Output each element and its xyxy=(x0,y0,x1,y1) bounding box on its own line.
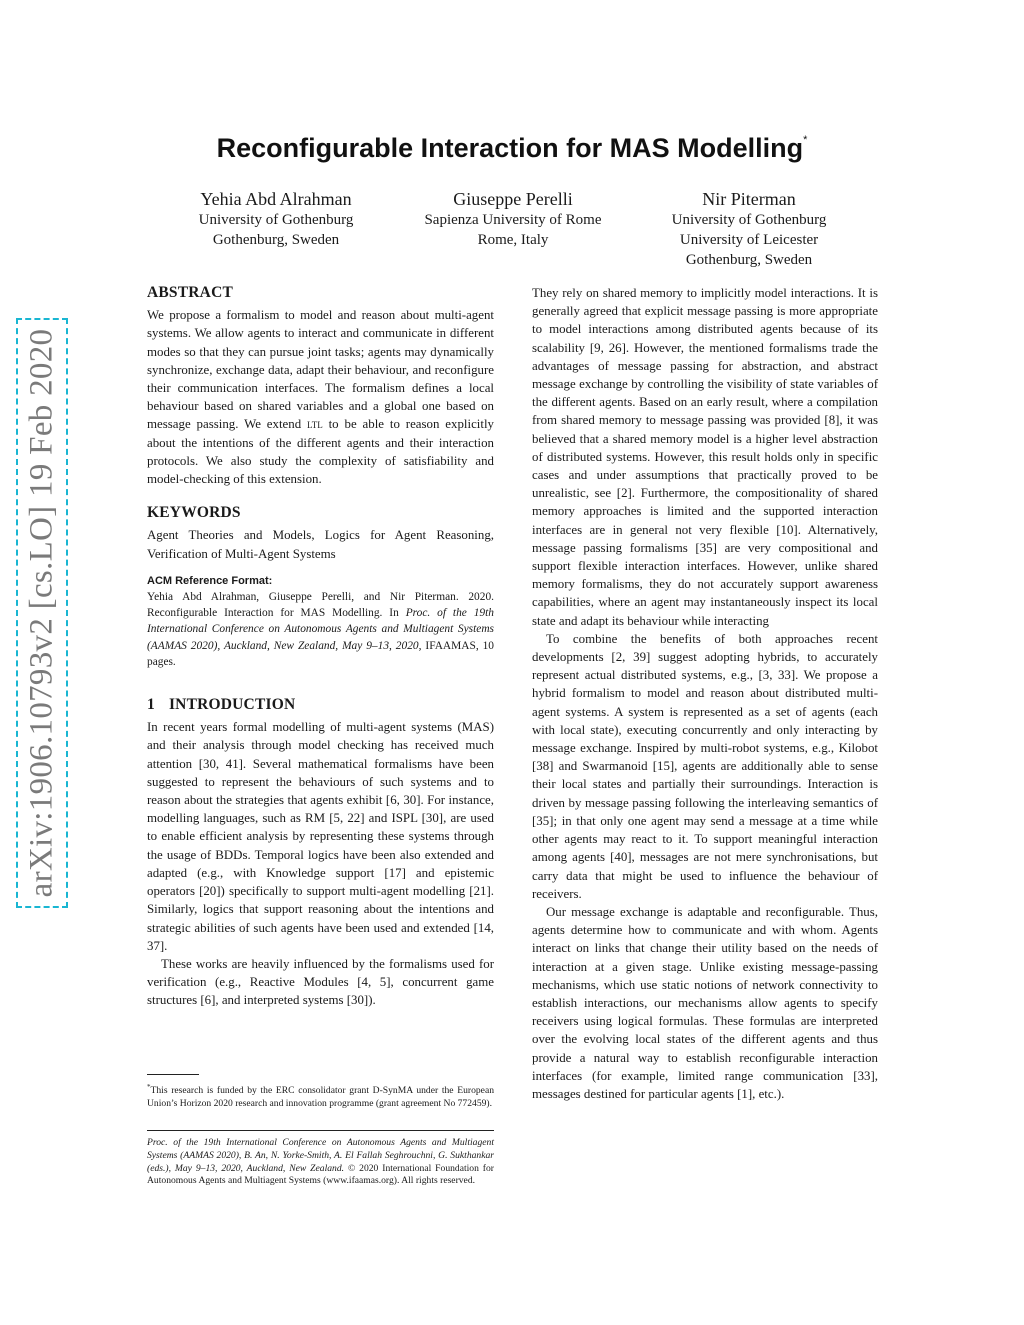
abstract-text xyxy=(147,306,494,488)
title-text: Reconfigurable Interaction for MAS Modelling xyxy=(216,133,804,163)
keywords-heading: KEYWORDS xyxy=(147,504,241,522)
author-affiliation: Sapienza University of Rome xyxy=(424,212,602,228)
right-paragraph-1: They rely on shared memory to implicitly model interactions. It is generally agreed that explicit message passing is more appropriate to model interactions among distributed agents because of its scalability [9, 26]. However, the mentioned formalisms trade the advantages of message passing for abstraction, and abstract message exchange by controlling the visibility of state variables of the different agents. Based on an early result, where a compilation from shared memory to message passing was provided [8], it was believed that a shared memory model is a higher level abstraction of distributed systems. However, this result holds only in specific cases and under assumptions that practically proved to be unrealistic, see [2]. Furthermore, the compositionality of shared memory approaches is limited and the supported interaction interfaces are in general not very flexible [10]. Alternatively, message passing formalisms [35] are very compositional and support flexible interaction interfaces. However, unlike shared memory formalisms, they do not accurately support awareness capabilities, where an agent may instantaneously inspect its local state and adapt its behaviour while interacting xyxy=(532,286,878,628)
right-paragraph-2: To combine the benefits of both approaches recent developments [2, 39] suggest adopting hybrids, to accurately represent actual distributed systems, e.g., [3, 33]. We propose a hybrid formalism to model and reason about distributed multi-agent systems. A system is represented as a set of agents (each with local state), executing concurrently and only interacting by message exchange. Inspired by multi-robot systems, e.g., Kilobot [38] and Swarmanoid [15], agents are additionally able to sense their local states and partially their surroundings. Interaction is driven by message passing following the interleaving semantics of [35]; in that only one agent may send a message at a time while other agents may react to it. To support meaningful interaction among agents [40], messages are not mere synchronisations, but carry data that might be used to influence the behaviour of receivers. xyxy=(532,631,878,901)
left-column xyxy=(147,284,494,1010)
arxiv-id: arXiv:1906.10793v2 [cs.LO] 19 Feb 2020 xyxy=(23,328,60,898)
footnote-text xyxy=(147,1081,494,1111)
right-paragraph-3: Our message exchange is adaptable and reconfigurable. Thus, agents determine how to communicate and with whom. Agents interact on links that change their utility based on the needs of interaction at a given stage. Unlike existing message-passing mechanisms, which use static notions of network connectivity to establish interactions, our mechanisms allow agents to specify receivers using logical formulas. These formulas are interpreted over the evolving local states of the different agents and thus provide a natural way to establish reconfigurable interaction interfaces (for example, limited range communication [33], messages destined for particular agents [1], etc.). xyxy=(532,904,878,1101)
footnote-body: This research is funded by the ERC consolidator grant D-SynMA under the European Union’s Horizon 2020 research and innovation programme (grant agreement No 772459). xyxy=(147,1085,494,1109)
section-number: 1 xyxy=(147,696,155,714)
ltl-term: ltl xyxy=(307,417,323,432)
acm-text-a: Yehia Abd Alrahman, Giuseppe Perelli, and Nir Piterman. 2020. Reconfigurable Interaction for MAS Modelling. In xyxy=(147,591,494,620)
proceedings-text xyxy=(147,1137,494,1188)
abstract-text-a: We propose a formalism to model and reason about multi-agent systems. We allow agents to interact and communicate in different modes so that they can pursue joint tasks; agents may dynamically synchronize, exchange data, adapt their behaviour, and reconfigure their communication interfaces. The formalism defines a local behaviour based on shared variables and a global one based on message passing. We extend xyxy=(147,308,494,432)
acm-reference xyxy=(147,573,494,670)
intro-paragraph-2: These works are heavily influenced by the formalisms used for verification (e.g., Reactive Modules [4, 5], concurrent game structures [6], and interpreted systems [30]). xyxy=(147,956,494,1008)
author-location: Rome, Italy xyxy=(477,232,549,248)
acm-venue: Proc. of the 19th International Conference on Autonomous Agents and Multiagent Systems (AAMAS 2020), Auckland, New Zealand, May 9–13, 2020, xyxy=(147,607,494,652)
footnote-mark: * xyxy=(147,1083,151,1091)
abstract-heading: ABSTRACT xyxy=(147,284,234,301)
acm-reference-heading: ACM Reference Format: xyxy=(147,574,273,587)
author-name: Giuseppe Perelli xyxy=(453,189,573,209)
paper-title xyxy=(0,133,1024,164)
footnote-rule xyxy=(147,1074,199,1075)
title-footnote-mark: * xyxy=(803,134,808,146)
acm-text-b: IFAAMAS, 10 pages. xyxy=(147,639,495,668)
section-title: INTRODUCTION xyxy=(168,696,296,714)
proceedings-block xyxy=(147,1130,494,1188)
abstract-text-b: to be able to reason explicitly about the intentions of the different agents and their interaction protocols. We also study the complexity of satisfiability and model-checking of this extension. xyxy=(147,417,494,487)
author-affiliation: University of Gothenburg xyxy=(671,212,827,228)
proceedings-rule xyxy=(147,1130,494,1131)
right-column xyxy=(532,284,878,1103)
author-block-3 xyxy=(619,188,879,270)
keywords-text: Agent Theories and Models, Logics for Agent Reasoning, Verification of Multi-Agent Systems xyxy=(147,528,494,561)
author-name: Nir Piterman xyxy=(702,189,796,209)
author-location: Gothenburg, Sweden xyxy=(212,232,340,248)
proceedings-copyright: © 2020 International Foundation for Autonomous Agents and Multiagent Systems (www.ifaamas.org). All rights reserved. xyxy=(147,1162,494,1187)
author-name: Yehia Abd Alrahman xyxy=(200,189,352,209)
acm-reference-text xyxy=(147,589,494,670)
arxiv-stamp xyxy=(16,318,68,908)
footnote-block xyxy=(147,1074,494,1111)
author-block-2 xyxy=(383,188,643,250)
author-affiliation: University of Gothenburg xyxy=(198,212,354,228)
author-location: Gothenburg, Sweden xyxy=(685,252,813,268)
introduction-heading xyxy=(147,696,494,714)
intro-paragraph-1: In recent years formal modelling of multi-agent systems (MAS) and their analysis through model checking has received much attention [30, 41]. Several mathematical formalisms have been suggested to represent the behaviours of such systems and to reason about the strategies that agents exhibit [6, 30]. For instance, modelling languages, such as RM [5, 22] and ISPL [30], are used to enable efficient analysis by representing these systems through the usage of BDDs. Temporal logics have been also extended and adapted (e.g., with Knowledge support [17] and epistemic operators [20]) specifically to support multi-agent modelling [21]. Similarly, logics that support reasoning about the intentions and strategic abilities of such agents have been used and extended [14, 37]. xyxy=(147,720,494,953)
author-block-1 xyxy=(146,188,406,250)
proceedings-italic: Proc. of the 19th International Conference on Autonomous Agents and Multiagent Systems (AAMAS 2020), B. An, N. Yorke-Smith, A. El Fallah Seghrouchni, G. Sukthankar (eds.), May 9–13, 2020, Auckland, New Zealand. xyxy=(147,1137,494,1174)
author-affiliation-2: University of Leicester xyxy=(679,232,819,248)
